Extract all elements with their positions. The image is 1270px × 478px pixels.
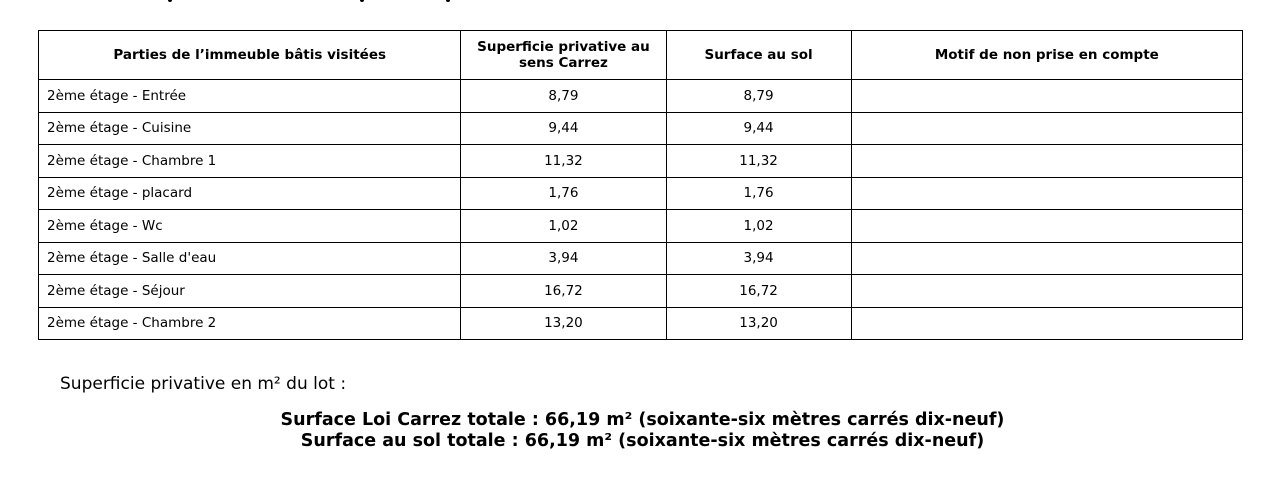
cell-sol: 11,32 bbox=[666, 145, 851, 178]
column-header-parties: Parties de l’immeuble bâtis visitées bbox=[39, 31, 461, 80]
cell-sol: 1,76 bbox=[666, 177, 851, 210]
total-carrez: Surface Loi Carrez totale : 66,19 m² (soixante-six mètres carrés dix-neuf) bbox=[280, 410, 1005, 430]
cell-carrez: 13,20 bbox=[461, 307, 666, 340]
surfaces-table bbox=[38, 30, 1243, 340]
total-sol: Surface au sol totale : 66,19 m² (soixante-six mètres carrés dix-neuf) bbox=[300, 431, 985, 451]
cell-carrez: 3,94 bbox=[461, 242, 666, 275]
column-header-carrez: Superficie privative au sens Carrez bbox=[461, 31, 666, 80]
cell-sol: 3,94 bbox=[666, 242, 851, 275]
cell-motif bbox=[851, 80, 1242, 113]
cell-sol: 1,02 bbox=[666, 210, 851, 243]
cell-part: 2ème étage - placard bbox=[39, 177, 461, 210]
cut-off-text-fragments bbox=[0, 0, 1270, 10]
cell-part: 2ème étage - Entrée bbox=[39, 80, 461, 113]
cell-motif bbox=[851, 145, 1242, 178]
column-header-motif: Motif de non prise en compte bbox=[851, 31, 1242, 80]
cell-carrez: 16,72 bbox=[461, 275, 666, 308]
column-header-surface-sol: Surface au sol bbox=[666, 31, 851, 80]
cell-sol: 13,20 bbox=[666, 307, 851, 340]
cell-carrez: 8,79 bbox=[461, 80, 666, 113]
cell-carrez: 1,76 bbox=[461, 177, 666, 210]
cell-sol: 8,79 bbox=[666, 80, 851, 113]
totals-block bbox=[0, 410, 1270, 452]
cell-part: 2ème étage - Cuisine bbox=[39, 112, 461, 145]
cell-part: 2ème étage - Séjour bbox=[39, 275, 461, 308]
text-fragment bbox=[168, 0, 172, 2]
cell-motif bbox=[851, 275, 1242, 308]
cell-part: 2ème étage - Chambre 2 bbox=[39, 307, 461, 340]
cell-part: 2ème étage - Salle d'eau bbox=[39, 242, 461, 275]
cell-motif bbox=[851, 112, 1242, 145]
cell-motif bbox=[851, 177, 1242, 210]
lot-surface-heading: Superficie privative en m² du lot : bbox=[60, 374, 347, 394]
text-fragment bbox=[360, 0, 364, 2]
table-row bbox=[39, 177, 1243, 210]
cell-sol: 16,72 bbox=[666, 275, 851, 308]
table-row bbox=[39, 145, 1243, 178]
text-fragment bbox=[446, 0, 450, 2]
cell-carrez: 11,32 bbox=[461, 145, 666, 178]
table-row bbox=[39, 80, 1243, 113]
table-header-row bbox=[39, 31, 1243, 80]
cell-carrez: 9,44 bbox=[461, 112, 666, 145]
table-row bbox=[39, 275, 1243, 308]
cell-motif bbox=[851, 307, 1242, 340]
cell-part: 2ème étage - Wc bbox=[39, 210, 461, 243]
cell-motif bbox=[851, 242, 1242, 275]
cell-part: 2ème étage - Chambre 1 bbox=[39, 145, 461, 178]
cell-carrez: 1,02 bbox=[461, 210, 666, 243]
table-row bbox=[39, 242, 1243, 275]
table-row bbox=[39, 210, 1243, 243]
cell-sol: 9,44 bbox=[666, 112, 851, 145]
table-row bbox=[39, 307, 1243, 340]
cell-motif bbox=[851, 210, 1242, 243]
cut-off-previous-text bbox=[0, 0, 1270, 10]
table-row bbox=[39, 112, 1243, 145]
